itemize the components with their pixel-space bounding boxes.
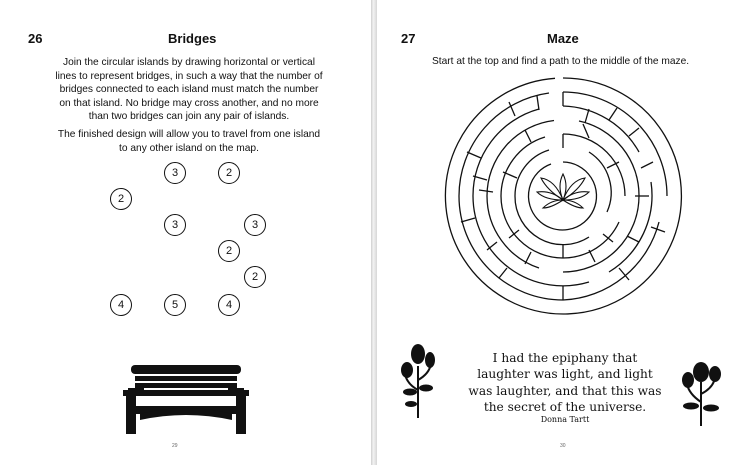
instruction-paragraph: The finished design will allow you to travel from one island to any other island on the map. <box>57 128 321 154</box>
puzzle-number: 27 <box>401 31 416 46</box>
maze-instructions: Start at the top and find a path to the middle of the maze. <box>432 56 690 67</box>
flower-right-icon <box>679 358 723 426</box>
island[interactable]: 3 <box>164 162 186 184</box>
island[interactable]: 5 <box>164 294 186 316</box>
bridges-instructions <box>55 56 323 159</box>
island[interactable]: 2 <box>110 188 132 210</box>
puzzle-title: Bridges <box>168 31 217 46</box>
quote-line: was laughter, and that this was <box>468 383 662 398</box>
puzzle-title: Maze <box>547 31 579 46</box>
island[interactable]: 3 <box>164 214 186 236</box>
instruction-paragraph: Join the circular islands by drawing horizontal or vertical lines to represent bridges, in such a way that the number of bridges connected to each island must match the number on that island. No bridge may cross another, and no more than two bridges can join any pair of islands. <box>55 57 323 123</box>
quote-line: laughter was light, and light <box>477 367 653 382</box>
island[interactable]: 3 <box>244 214 266 236</box>
flower-left-icon <box>399 340 437 418</box>
quote-author: Donna Tartt <box>540 415 590 424</box>
island[interactable]: 4 <box>110 294 132 316</box>
quote-line: I had the epiphany that <box>492 351 638 365</box>
page-folio: 29 <box>172 443 178 449</box>
island[interactable]: 4 <box>218 294 240 316</box>
island[interactable]: 2 <box>244 266 266 288</box>
quote-line: the secret of the universe. <box>483 400 647 415</box>
page-folio: 30 <box>560 443 566 449</box>
quote-text <box>457 350 673 416</box>
island[interactable]: 2 <box>218 240 240 262</box>
island[interactable]: 2 <box>218 162 240 184</box>
bench-illustration <box>118 362 254 434</box>
puzzle-number: 26 <box>28 31 43 46</box>
circular-maze[interactable] <box>439 72 687 320</box>
right-page <box>377 0 750 465</box>
left-page <box>0 0 371 465</box>
